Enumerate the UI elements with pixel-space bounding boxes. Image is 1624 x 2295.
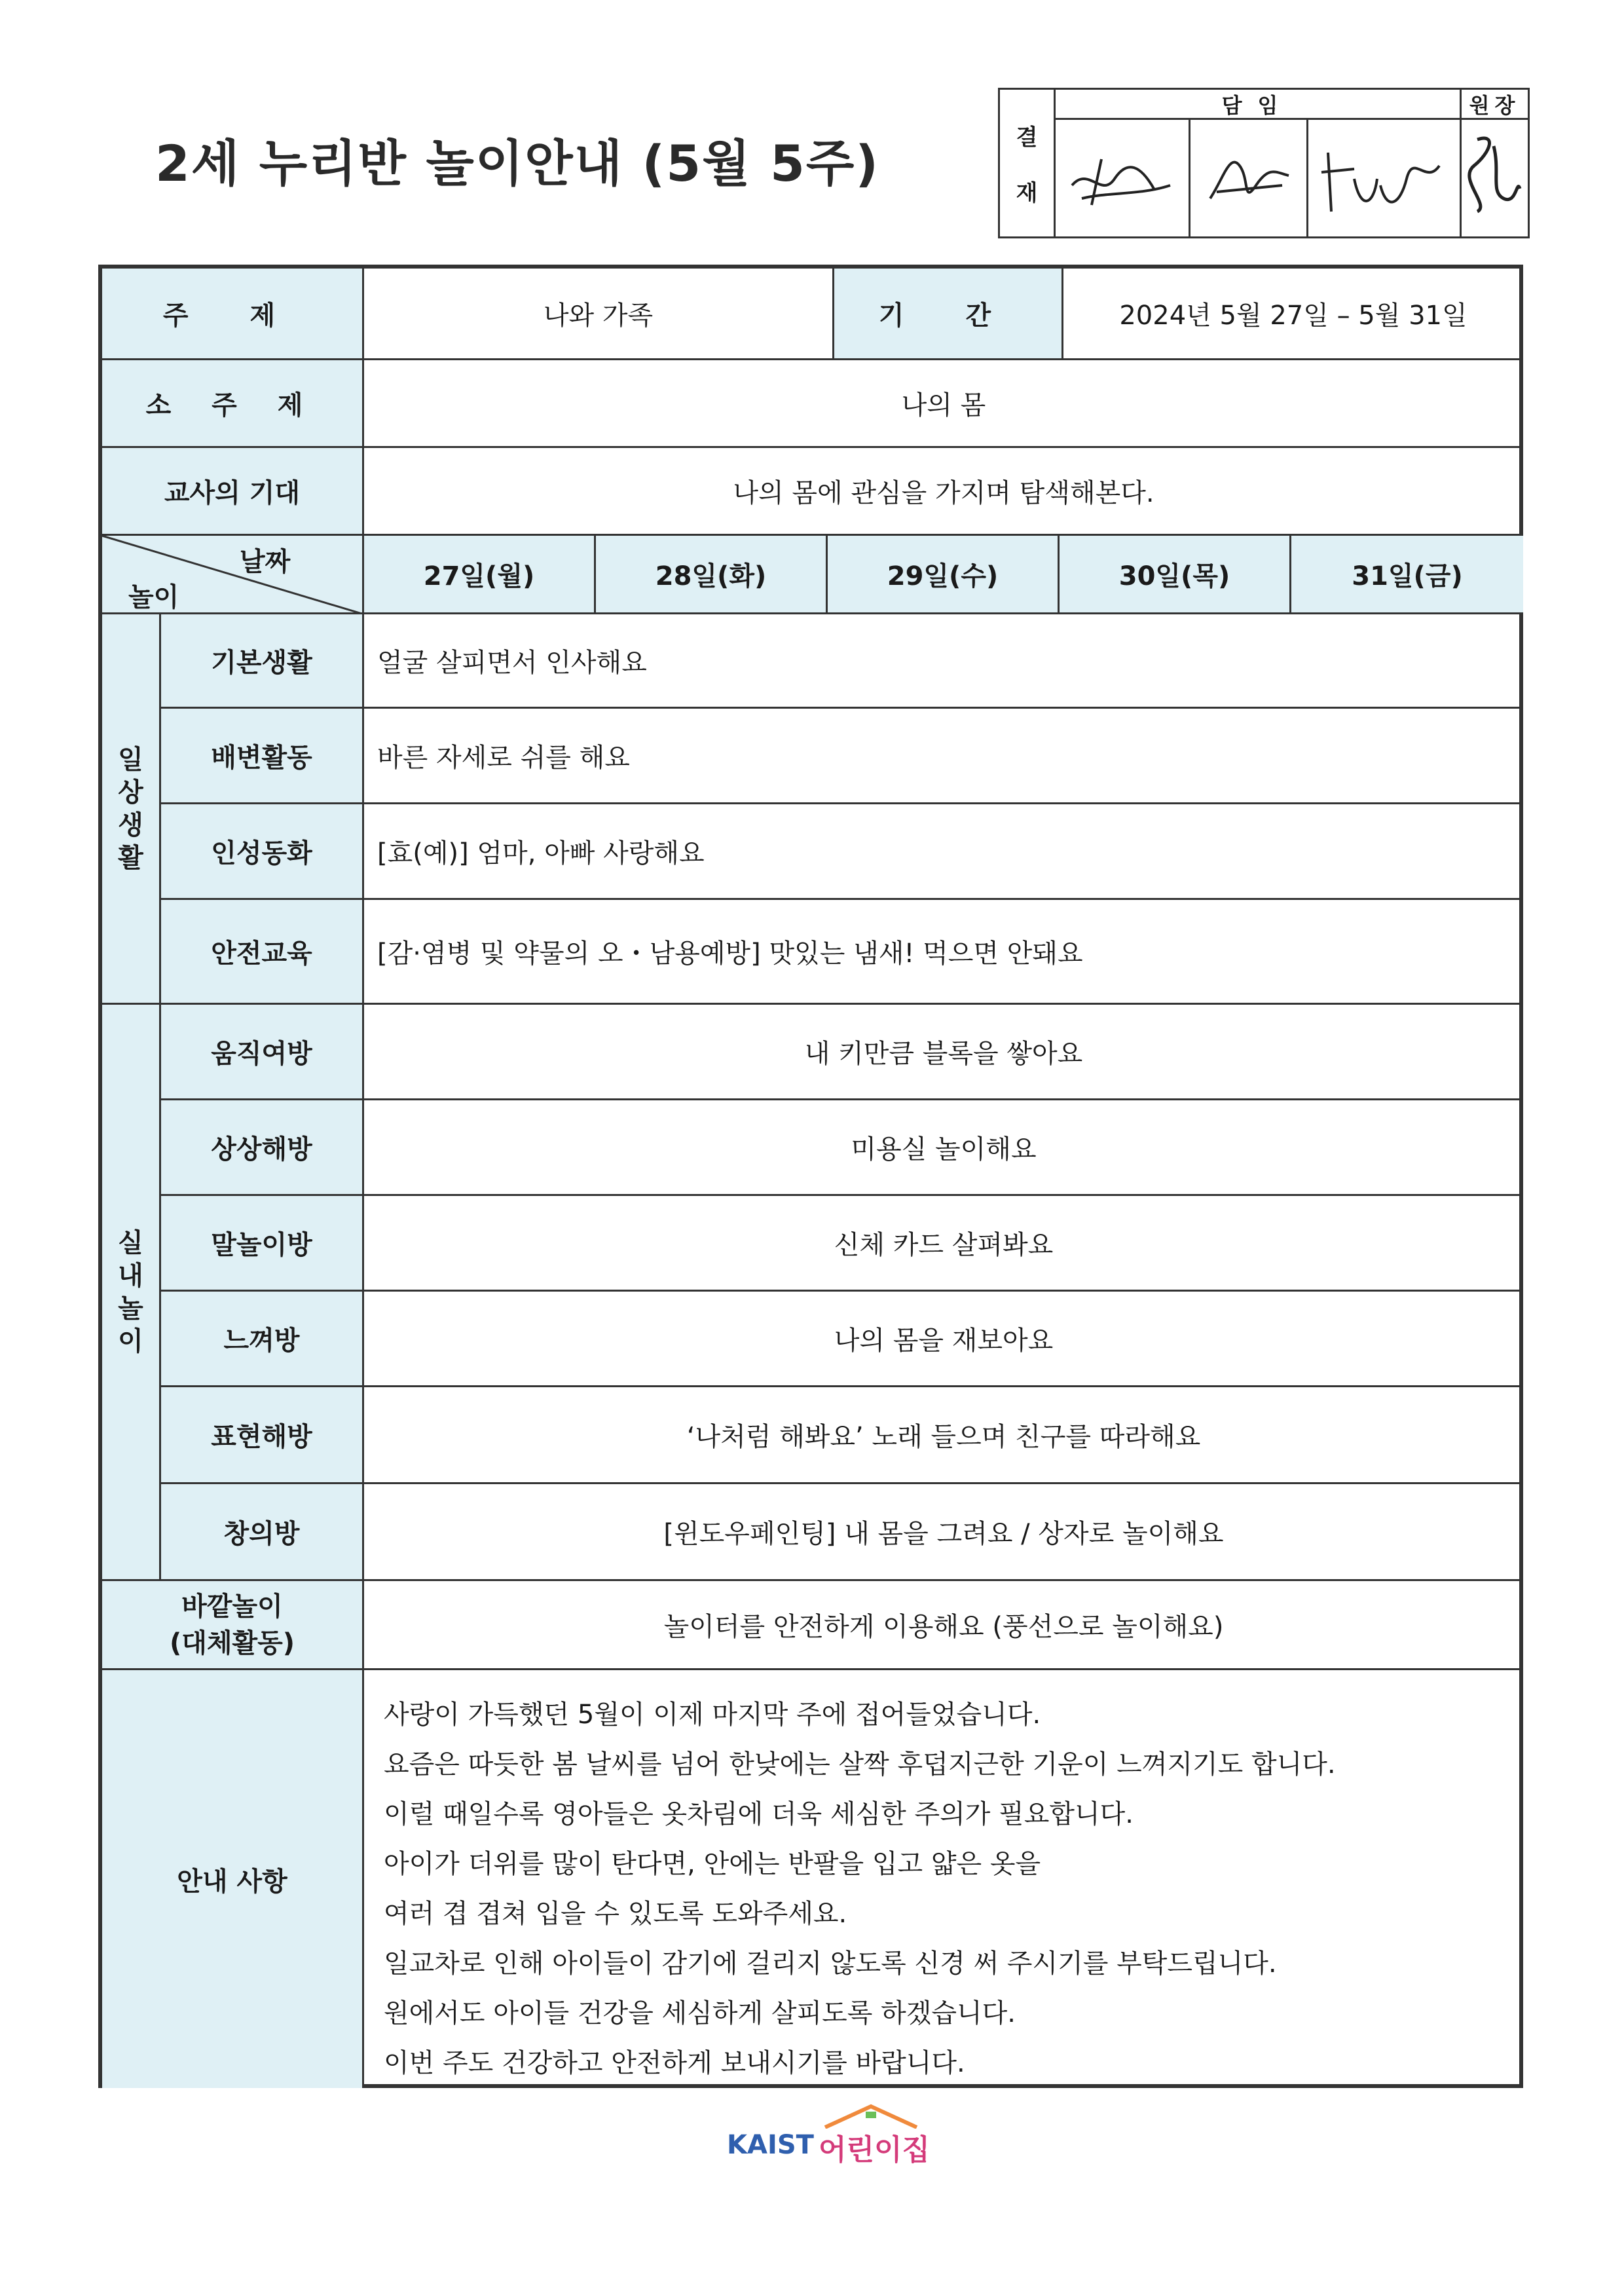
daily-item-label: 기본생활 bbox=[161, 614, 364, 709]
daily-item-value: [감·염병 및 약물의 오・남용예방] 맛있는 냄새! 먹으면 안돼요 bbox=[364, 900, 1523, 1005]
signature-slot-3 bbox=[1308, 120, 1462, 236]
period-value: 2024년 5월 27일 – 5월 31일 bbox=[1063, 269, 1523, 360]
day-header-fri: 31일(금) bbox=[1291, 536, 1523, 614]
page-title: 2세 누리반 놀이안내 (5월 5주) bbox=[155, 134, 880, 193]
indoor-item-label: 창의방 bbox=[161, 1484, 364, 1581]
notice-line: 요즘은 따듯한 봄 날씨를 넘어 한낮에는 살짝 후덥지근한 기운이 느껴지기도 합니다. bbox=[384, 1749, 1336, 1780]
daily-item-value: [효(예)] 엄마, 아빠 사랑해요 bbox=[364, 804, 1523, 900]
director-header: 원장 bbox=[1462, 90, 1528, 120]
indoor-item-value: 신체 카드 살펴봐요 bbox=[364, 1196, 1523, 1292]
day-header-mon: 27일(월) bbox=[364, 536, 596, 614]
corner-play-label: 놀이 bbox=[128, 582, 179, 612]
weekly-plan-table bbox=[98, 265, 1523, 2088]
daily-item-value: 얼굴 살피면서 인사해요 bbox=[364, 614, 1523, 709]
outdoor-value: 놀이터를 안전하게 이용해요 (풍선으로 놀이해요) bbox=[364, 1581, 1523, 1670]
day-header-tue: 28일(화) bbox=[596, 536, 828, 614]
indoor-item-value: [윈도우페인팅] 내 몸을 그려요 / 상자로 놀이해요 bbox=[364, 1484, 1523, 1581]
signature-1 bbox=[1062, 140, 1180, 218]
subtheme-value: 나의 몸 bbox=[364, 360, 1523, 448]
approval-box bbox=[998, 88, 1530, 238]
notice-line: 이번 주도 건강하고 안전하게 보내시기를 바랍니다. bbox=[384, 2048, 965, 2078]
indoor-item-label: 움직여방 bbox=[161, 1005, 364, 1100]
kaist-daycare-logo bbox=[720, 2102, 943, 2167]
indoor-item-label: 말놀이방 bbox=[161, 1196, 364, 1292]
day-header-wed: 29일(수) bbox=[828, 536, 1060, 614]
notice-line: 여러 겹 겹쳐 입을 수 있도록 도와주세요. bbox=[384, 1899, 847, 1929]
daily-item-label: 안전교육 bbox=[161, 900, 364, 1005]
house-roof-icon bbox=[819, 2102, 923, 2129]
notice-line: 사랑이 가득했던 5월이 이제 마지막 주에 접어들었습니다. bbox=[384, 1700, 1041, 1730]
signature-slot-2 bbox=[1190, 120, 1308, 236]
notice-line: 원에서도 아이들 건강을 세심하게 살피도록 하겠습니다. bbox=[384, 1998, 1016, 2028]
signature-slot-1 bbox=[1056, 120, 1190, 236]
signature-director bbox=[1464, 126, 1523, 218]
daily-item-label: 배변활동 bbox=[161, 709, 364, 804]
indoor-play-group-label: 실 내 놀 이 bbox=[102, 1005, 161, 1581]
signature-slot-director bbox=[1462, 120, 1528, 236]
indoor-item-value: 나의 몸을 재보아요 bbox=[364, 1292, 1523, 1387]
daily-item-label: 인성동화 bbox=[161, 804, 364, 900]
approval-side-label bbox=[1000, 90, 1056, 236]
expectation-value: 나의 몸에 관심을 가지며 탐색해본다. bbox=[364, 448, 1523, 536]
subtheme-label: 소 주 제 bbox=[102, 360, 364, 448]
notice-body bbox=[364, 1670, 1523, 2088]
notice-line: 이럴 때일수록 영아들은 옷차림에 더욱 세심한 주의가 필요합니다. bbox=[384, 1799, 1134, 1829]
notice-label: 안내 사항 bbox=[102, 1670, 364, 2088]
daily-item-value: 바른 자세로 쉬를 해요 bbox=[364, 709, 1523, 804]
outdoor-label: 바깥놀이 (대체활동) bbox=[102, 1581, 364, 1670]
day-header-thu: 30일(목) bbox=[1060, 536, 1291, 614]
notice-line: 아이가 더위를 많이 탄다면, 안에는 반팔을 입고 얇은 옷을 bbox=[384, 1849, 1041, 1879]
daily-life-group-label: 일 상 생 활 bbox=[102, 614, 161, 1005]
indoor-item-value: ‘나처럼 해봐요’ 노래 들으며 친구를 따라해요 bbox=[364, 1387, 1523, 1484]
teacher-header: 담임 bbox=[1056, 90, 1462, 120]
theme-label: 주 제 bbox=[102, 269, 364, 360]
jae-label: 재 bbox=[1016, 180, 1038, 206]
logo-text-kaist: KAIST bbox=[727, 2130, 814, 2160]
indoor-item-label: 표현해방 bbox=[161, 1387, 364, 1484]
indoor-item-value: 미용실 놀이해요 bbox=[364, 1100, 1523, 1196]
theme-value: 나와 가족 bbox=[364, 269, 834, 360]
corner-date-label: 날짜 bbox=[240, 547, 291, 577]
indoor-item-label: 상상해방 bbox=[161, 1100, 364, 1196]
signature-2 bbox=[1197, 140, 1302, 218]
signature-3 bbox=[1315, 140, 1452, 225]
notice-line: 일교차로 인해 아이들이 감기에 걸리지 않도록 신경 써 주시기를 부탁드립니다. bbox=[384, 1949, 1277, 1979]
date-play-corner bbox=[102, 536, 364, 614]
indoor-item-value: 내 키만큼 블록을 쌓아요 bbox=[364, 1005, 1523, 1100]
logo-text-daycare: 어린이집 bbox=[819, 2133, 931, 2167]
indoor-item-label: 느껴방 bbox=[161, 1292, 364, 1387]
period-label: 기 간 bbox=[834, 269, 1063, 360]
gyeol-label: 결 bbox=[1016, 124, 1038, 151]
expectation-label: 교사의 기대 bbox=[102, 448, 364, 536]
